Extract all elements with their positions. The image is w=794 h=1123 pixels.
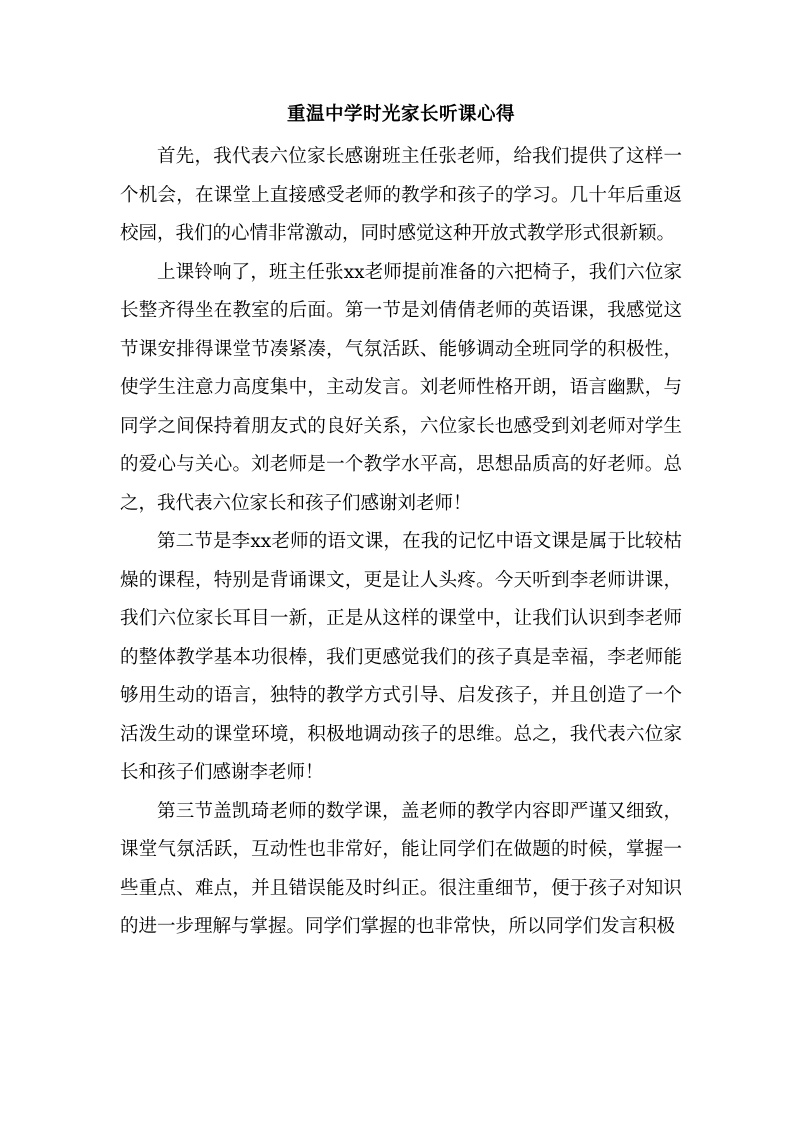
paragraph-1: 首先，我代表六位家长感谢班主任张老师，给我们提供了这样一个机会，在课堂上直接感受老师的教学和孩子的学习。几十年后重返校园，我们的心情非常激动，同时感觉这种开放式教学形式很新颖。 — [120, 146, 682, 244]
paragraph-2: 上课铃响了，班主任张xx老师提前准备的六把椅子，我们六位家长整齐得坐在教室的后面。第一节是刘倩倩老师的英语课，我感觉这节课安排得课堂节凑紧凑，气氛活跃、能够调动全班同学的积极性，使学生注意力高度集中，主动发言。刘老师性格开朗，语言幽默，与同学之间保持着朋友式的良好关系，六位家长也感受到刘老师对学生的爱心与关心。刘老师是一个教学水平高，思想品质高的好老师。总之，我代表六位家长和孩子们感谢刘老师！ — [120, 261, 682, 514]
document-title: 重温中学时光家长听课心得 — [286, 104, 515, 125]
paragraph-4: 第三节盖凯琦老师的数学课，盖老师的教学内容即严谨又细致，课堂气氛活跃，互动性也非常好，能让同学们在做题的时候，掌握一些重点、难点，并且错误能及时纠正。很注重细节，便于孩子对知识的进一步理解与掌握。同学们掌握的也非常快，所以同学们发言积极 — [120, 800, 682, 937]
document-body — [120, 102, 682, 947]
paragraph-3: 第二节是李xx老师的语文课，在我的记忆中语文课是属于比较枯燥的课程，特别是背诵课文，更是让人头疼。今天听到李老师讲课，我们六位家长耳目一新，正是从这样的课堂中，让我们认识到李老师的整体教学基本功很棒，我们更感觉我们的孩子真是幸福，李老师能够用生动的语言，独特的教学方式引导、启发孩子，并且创造了一个活泼生动的课堂环境，积极地调动孩子的思维。总之，我代表六位家长和孩子们感谢李老师！ — [120, 531, 682, 783]
